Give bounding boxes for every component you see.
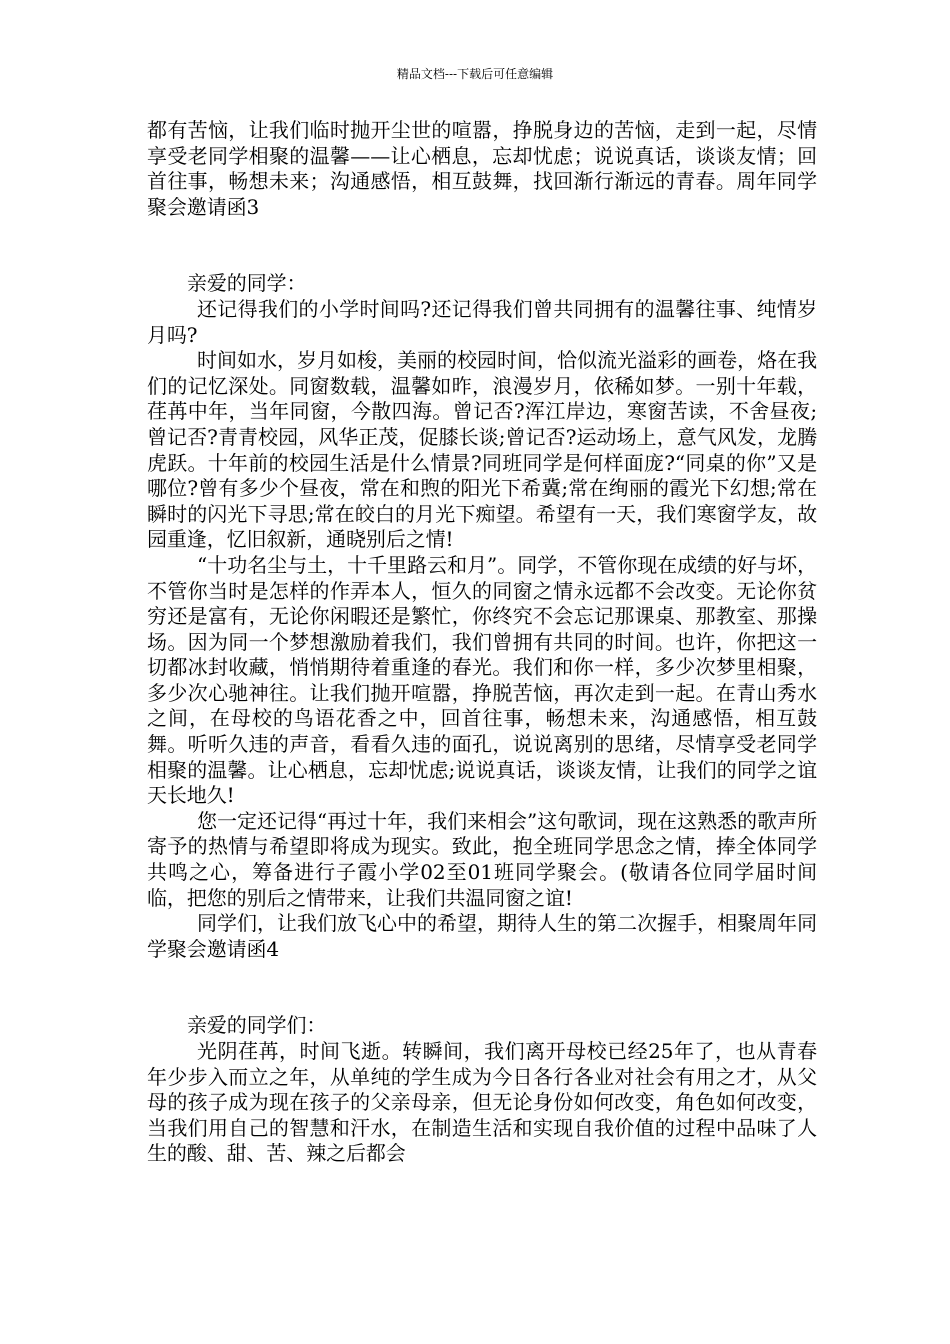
salutation: 亲爱的同学： xyxy=(187,271,307,296)
document-body xyxy=(147,118,817,1167)
section-gap xyxy=(147,220,817,271)
paragraph: 都有苦恼，让我们临时抛开尘世的喧嚣，挣脱身边的苦恼，走到一起，尽情享受老同学相聚的温馨——让心栖息，忘却忧虑；说说真话，谈谈友情；回首往事，畅想未来；沟通感悟，相互鼓舞，找回渐行渐远的青春。周年同学聚会邀请函3 xyxy=(147,118,817,219)
paragraph: 同学们，让我们放飞心中的希望，期待人生的第二次握手，相聚周年同学聚会邀请函4 xyxy=(147,911,817,961)
paragraph: “十功名尘与土，十千里路云和月”。同学，不管你现在成绩的好与坏，不管你当时是怎样的作弄本人，恒久的同窗之情永远都不会改变。无论你贫穷还是富有，无论你闲暇还是繁忙，你终究不会忘记那课桌、那教室、那操场。因为同一个梦想激励着我们，我们曾拥有共同的时间。也许，你把这一切都冰封收藏，悄悄期待着重逢的春光。我们和你一样，多少次梦里相聚，多少次心驰神往。让我们抛开喧嚣，挣脱苦恼，再次走到一起。在青山秀水之间，在母校的鸟语花香之中，回首往事，畅想未来，沟通感悟，相互鼓舞。听听久违的声音，看看久违的面孔，说说离别的思绪，尽情享受老同学相聚的温馨。让心栖息，忘却忧虑;说说真话，谈谈友情，让我们的同学之谊天长地久! xyxy=(147,552,817,808)
paragraph: 光阴荏苒，时间飞逝。转瞬间，我们离开母校已经25年了，也从青春年少步入而立之年，从单纯的学生成为今日各行各业对社会有用之才，从父母的孩子成为现在孩子的父亲母亲，但无论身份如何改变，角色如何改变，当我们用自己的智慧和汗水，在制造生活和实现自我价值的过程中品味了人生的酸、甜、苦、辣之后都会 xyxy=(147,1039,817,1166)
salutation: 亲爱的同学们： xyxy=(187,1013,327,1038)
section-gap xyxy=(147,962,817,1013)
paragraph: 还记得我们的小学时间吗?还记得我们曾共同拥有的温馨往事、纯情岁月吗? xyxy=(147,296,817,347)
paragraph: 您一定还记得“再过十年，我们来相会”这句歌词，现在这熟悉的歌声所寄予的热情与希望即将成为现实。致此，抱全班同学思念之情，捧全体同学共鸣之心，筹备进行子霞小学02至01班同学聚会。(敬请各位同学届时间临，把您的别后之情带来，让我们共温同窗之谊! xyxy=(147,808,817,910)
paragraph: 时间如水，岁月如梭，美丽的校园时间，恰似流光溢彩的画卷，烙在我们的记忆深处。同窗数载，温馨如昨，浪漫岁月，依稀如梦。一别十年载，荏苒中年，当年同窗，今散四海。曾记否?浑江岸边，寒窗苦读，不舍昼夜;曾记否?青青校园，风华正茂，促膝长谈;曾记否?运动场上，意气风发，龙腾虎跃。十年前的校园生活是什么情景?同班同学是何样面庞?“同桌的你”又是哪位?曾有多少个昼夜，常在和煦的阳光下希冀;常在绚丽的霞光下幻想;常在瞬时的闪光下寻思;常在皎白的月光下痴望。希望有一天，我们寒窗学友，故园重逢，忆旧叙新，通晓别后之情! xyxy=(147,348,817,552)
page-header: 精品文档---下载后可任意编辑 xyxy=(396,67,554,81)
